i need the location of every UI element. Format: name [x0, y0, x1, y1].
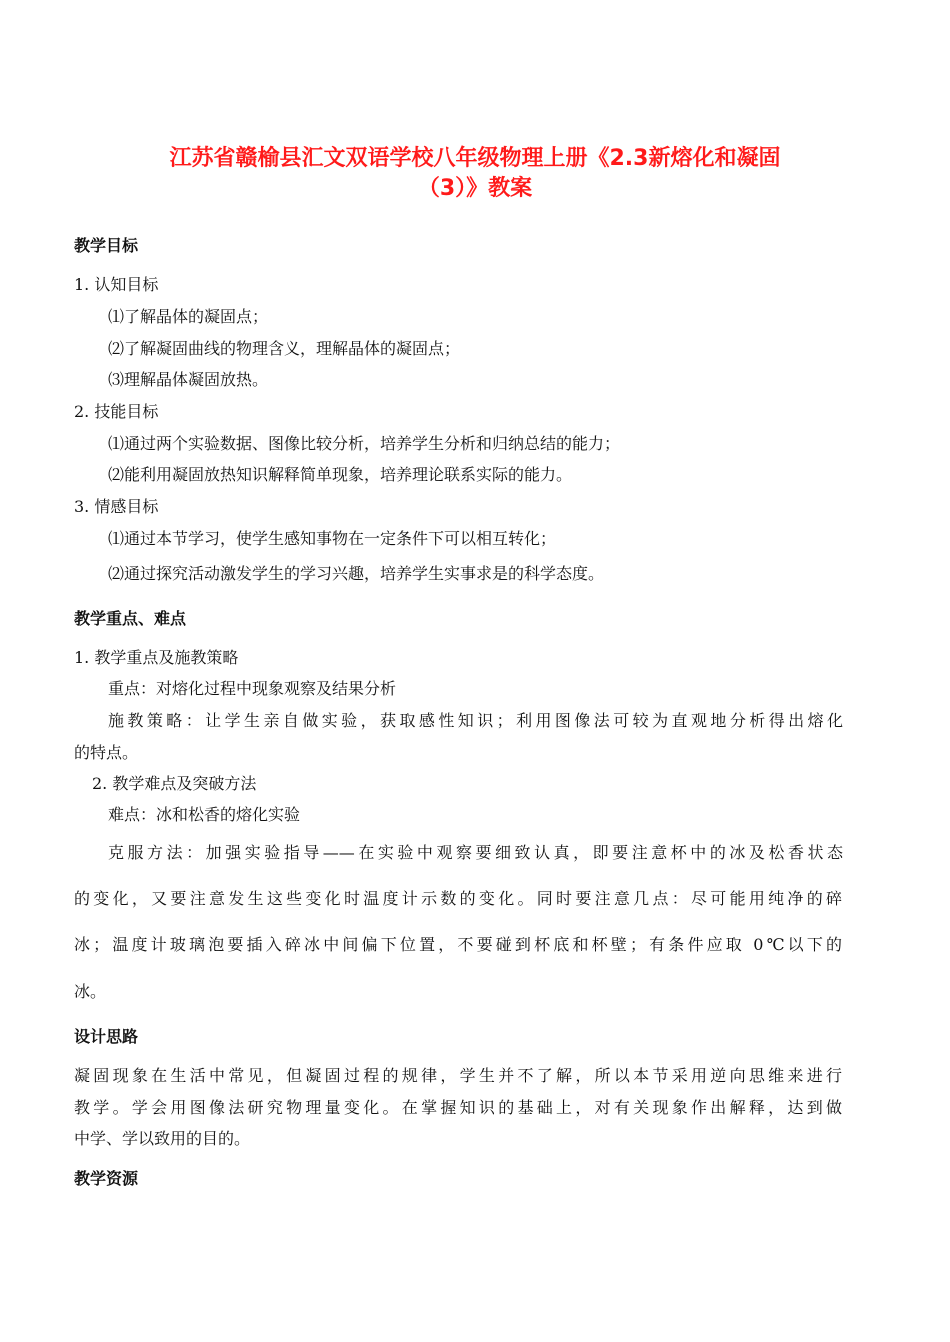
goal-emotion-item-2: ⑵通过探究活动激发学生的学习兴趣，培养学生实事求是的科学态度。: [108, 564, 605, 583]
difficulty-method-line-4: 冰。: [74, 982, 107, 1001]
goal-cognitive-item-2: ⑵了解凝固曲线的物理含义，理解晶体的凝固点；: [108, 339, 461, 358]
difficulty-method-line-2: 的变化，又要注意发生这些变化时温度计示数的变化。同时要注意几点：尽可能用纯净的碎: [74, 889, 842, 908]
difficulty-method-line-3: 冰；温度计玻璃泡要插入碎冰中间偏下位置，不要碰到杯底和杯壁；有条件应取 0℃以下的: [74, 935, 842, 954]
section-heading-resources: 教学资源: [74, 1169, 139, 1188]
section-heading-goals: 教学目标: [74, 236, 139, 255]
difficulty-method-line-1: 克服方法：加强实验指导——在实验中观察要细致认真，即要注意杯中的冰及松香状态: [108, 843, 843, 862]
difficulty-label: 2. 教学难点及突破方法: [92, 774, 257, 793]
goal-cognitive-item-3: ⑶理解晶体凝固放热。: [108, 370, 269, 389]
goal-skill-label: 2. 技能目标: [74, 402, 159, 421]
focus-strategy-line-2: 的特点。: [74, 743, 139, 762]
goal-skill-item-1: ⑴通过两个实验数据、图像比较分析，培养学生分析和归纳总结的能力；: [108, 434, 621, 453]
design-line-1: 凝固现象在生活中常见，但凝固过程的规律，学生并不了解，所以本节采用逆向思维来进行: [74, 1066, 842, 1085]
design-line-2: 教学。学会用图像法研究物理量变化。在掌握知识的基础上，对有关现象作出解释，达到做: [74, 1098, 842, 1117]
document-title-line-2: （3）》教案: [417, 176, 533, 201]
section-heading-design: 设计思路: [74, 1027, 139, 1046]
focus-strategy-line-1: 施教策略：让学生亲自做实验，获取感性知识；利用图像法可较为直观地分析得出熔化: [108, 711, 843, 730]
goal-emotion-label: 3. 情感目标: [74, 497, 159, 516]
goal-cognitive-label: 1. 认知目标: [74, 275, 159, 294]
goal-emotion-item-1: ⑴通过本节学习，使学生感知事物在一定条件下可以相互转化；: [108, 529, 557, 548]
section-heading-keypoints: 教学重点、难点: [74, 609, 187, 628]
design-line-3: 中学、学以致用的目的。: [74, 1129, 251, 1148]
document-title-line-1: 江苏省赣榆县汇文双语学校八年级物理上册《2.3新熔化和凝固: [169, 146, 781, 171]
goal-skill-item-2: ⑵能利用凝固放热知识解释简单现象，培养理论联系实际的能力。: [108, 465, 573, 484]
focus-key-text: 重点：对熔化过程中现象观察及结果分析: [108, 679, 397, 698]
focus-label: 1. 教学重点及施教策略: [74, 648, 239, 667]
difficulty-hard-text: 难点：冰和松香的熔化实验: [108, 805, 301, 824]
goal-cognitive-item-1: ⑴了解晶体的凝固点；: [108, 307, 269, 326]
